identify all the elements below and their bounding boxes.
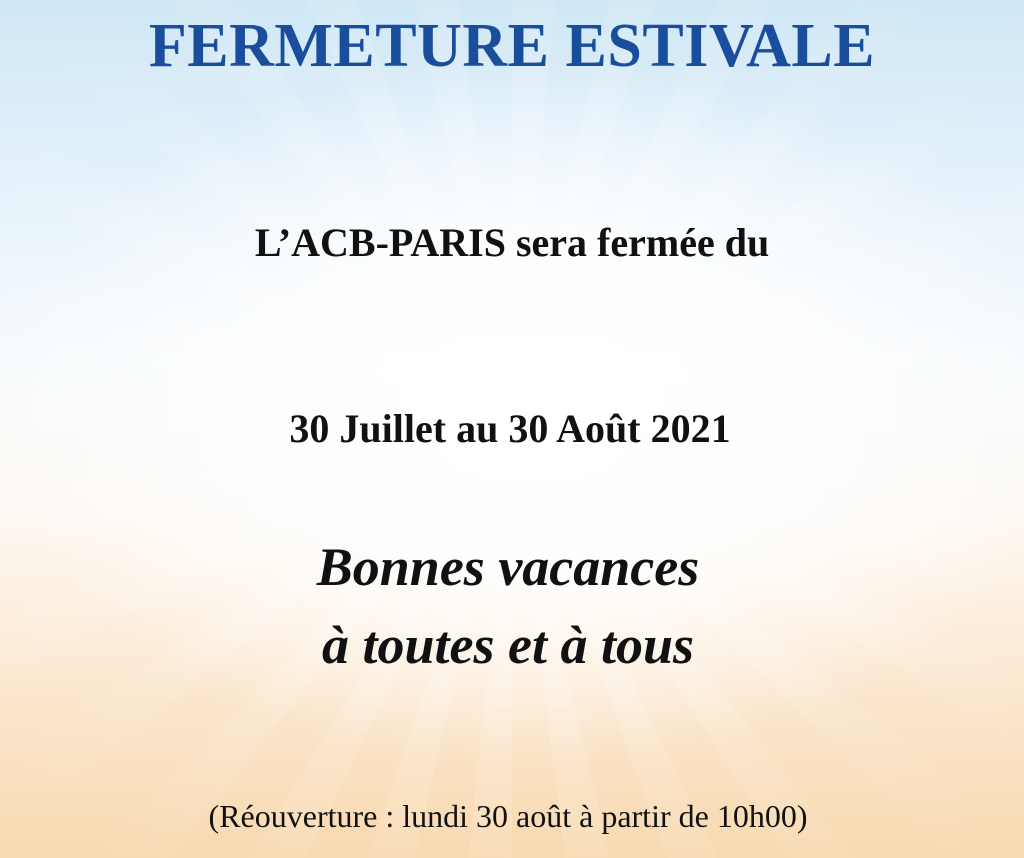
holiday-wish-line-1: Bonnes vacances (316, 537, 700, 597)
reopening-info: (Réouverture : lundi 30 août à partir de 10h00) (208, 798, 808, 834)
closure-notice-text: L’ACB-PARIS sera fermée du (254, 220, 770, 265)
closure-dates: 30 Juillet au 30 Août 2021 (289, 406, 731, 451)
poster-title: FERMETURE ESTIVALE (148, 12, 876, 80)
holiday-wish-line-2: à toutes et à tous (321, 615, 695, 675)
